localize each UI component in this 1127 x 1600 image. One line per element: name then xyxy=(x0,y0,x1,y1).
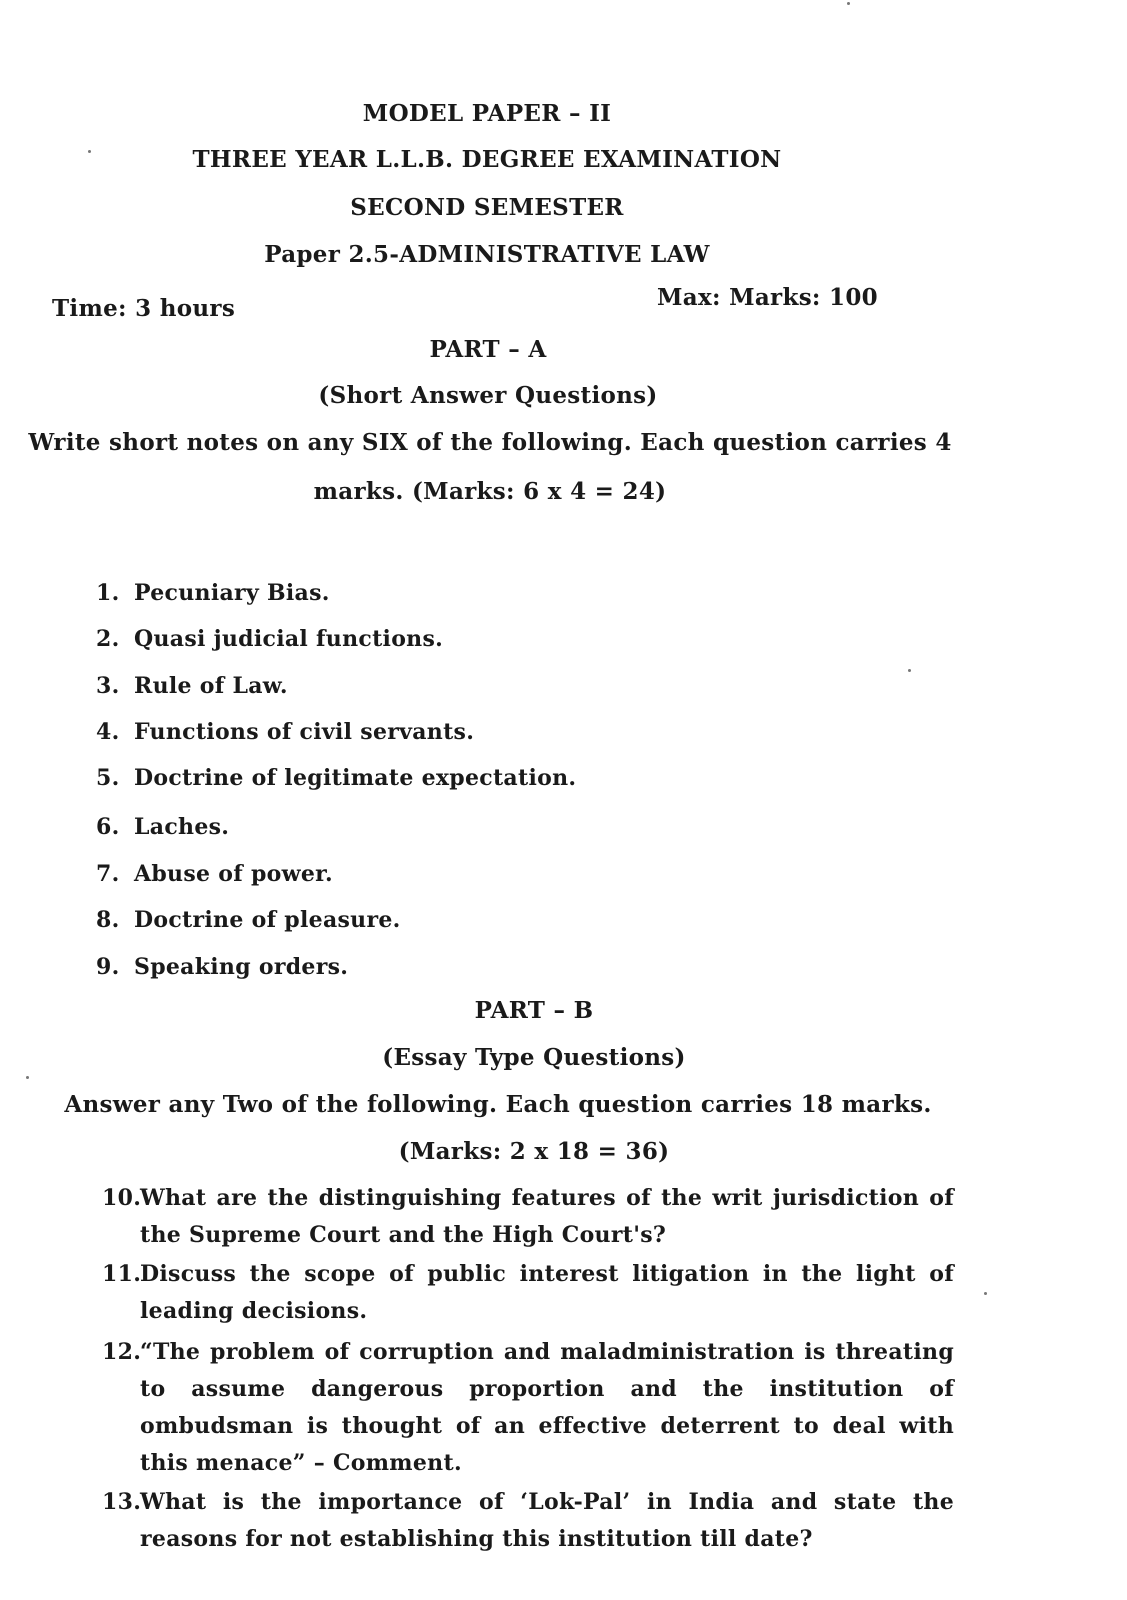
question-number: 8. xyxy=(96,907,120,933)
question-number: 4. xyxy=(96,719,120,745)
list-item xyxy=(96,580,330,606)
question-text: Laches. xyxy=(134,814,230,840)
part-b-marks: (Marks: 2 x 18 = 36) xyxy=(398,1138,670,1165)
part-b-title: PART – B xyxy=(474,997,594,1024)
list-item xyxy=(96,814,229,840)
scan-speck xyxy=(26,1076,29,1079)
question-text: “The problem of corruption and maladministration is threating to assume dangerous proportion and the institution of ombudsman is thought of an effective deterrent to deal with this menace” – Comment. xyxy=(140,1339,954,1476)
question-number: 9. xyxy=(96,954,120,980)
question-number: 6. xyxy=(96,814,120,840)
scan-speck xyxy=(88,150,91,153)
scan-speck xyxy=(847,2,850,5)
part-b-subtitle: (Essay Type Questions) xyxy=(382,1044,686,1071)
question-number: 2. xyxy=(96,626,120,652)
question-text: Speaking orders. xyxy=(134,954,349,980)
question-text: What are the distinguishing features of the writ jurisdiction of the Supreme Court and the High Court's? xyxy=(140,1185,954,1248)
question-number: 3. xyxy=(96,673,120,699)
part-a-marks: marks. (Marks: 6 x 4 = 24) xyxy=(313,478,667,505)
list-item xyxy=(96,673,288,699)
question-number: 12. xyxy=(102,1339,142,1365)
list-item xyxy=(102,1484,954,1558)
question-text: Rule of Law. xyxy=(134,673,288,699)
part-a-title: PART – A xyxy=(429,336,547,363)
time-allowed: Time: 3 hours xyxy=(52,295,236,322)
question-number: 1. xyxy=(96,580,120,606)
question-text: Doctrine of legitimate expectation. xyxy=(134,765,577,791)
part-a-instruction: Write short notes on any SIX of the following. Each question carries 4 xyxy=(28,429,952,456)
part-a-subtitle: (Short Answer Questions) xyxy=(318,382,658,409)
exam-title: THREE YEAR L.L.B. DEGREE EXAMINATION xyxy=(192,146,782,173)
scan-speck xyxy=(908,669,911,672)
list-item xyxy=(96,907,401,933)
part-b-instruction: Answer any Two of the following. Each question carries 18 marks. xyxy=(64,1091,932,1118)
question-number: 5. xyxy=(96,765,120,791)
model-paper-heading: MODEL PAPER – II xyxy=(362,100,612,127)
question-text: Pecuniary Bias. xyxy=(134,580,330,606)
list-item xyxy=(102,1256,954,1330)
question-number: 11. xyxy=(102,1261,142,1287)
question-text: What is the importance of ‘Lok-Pal’ in India and state the reasons for not establishing this institution till date? xyxy=(140,1489,954,1552)
question-text: Quasi judicial functions. xyxy=(134,626,444,652)
scan-speck xyxy=(984,1292,987,1295)
question-text: Functions of civil servants. xyxy=(134,719,475,745)
question-text: Doctrine of pleasure. xyxy=(134,907,401,933)
paper-title: Paper 2.5-ADMINISTRATIVE LAW xyxy=(264,241,710,268)
list-item xyxy=(102,1334,954,1482)
list-item xyxy=(102,1180,954,1254)
max-marks: Max: Marks: 100 xyxy=(657,284,878,311)
question-number: 7. xyxy=(96,861,120,887)
list-item xyxy=(96,719,474,745)
list-item xyxy=(96,626,443,652)
question-number: 13. xyxy=(102,1489,142,1515)
list-item xyxy=(96,954,348,980)
list-item xyxy=(96,861,333,887)
question-text: Abuse of power. xyxy=(134,861,334,887)
question-number: 10. xyxy=(102,1185,142,1211)
list-item xyxy=(96,765,576,791)
semester-heading: SECOND SEMESTER xyxy=(350,194,624,221)
question-text: Discuss the scope of public interest litigation in the light of leading decisions. xyxy=(140,1261,954,1324)
